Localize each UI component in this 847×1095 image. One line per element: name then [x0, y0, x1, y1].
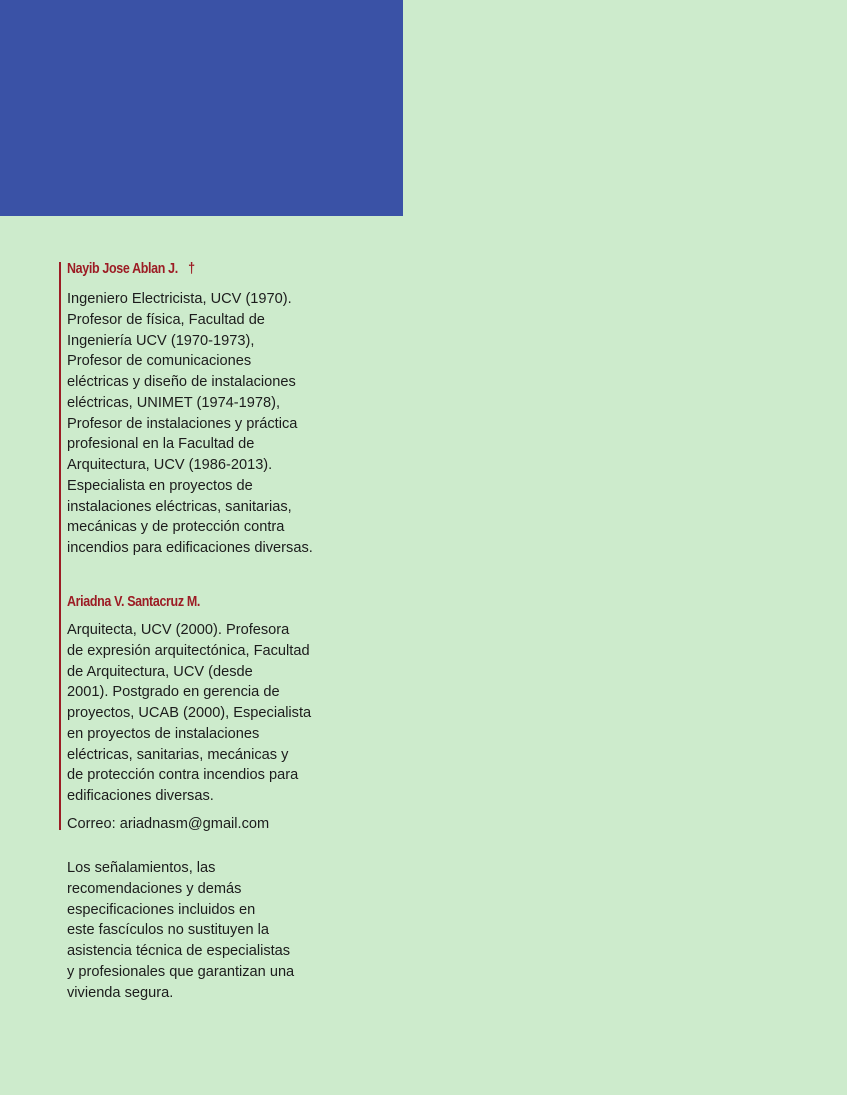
bio-line: incendios para edificaciones diversas. [67, 540, 313, 556]
bio-line: Arquitecta, UCV (2000). Profesora [67, 622, 290, 638]
bio-line: Profesor de física, Facultad de [67, 311, 265, 328]
deceased-cross-icon: † [188, 261, 195, 277]
disclaimer-line: este fascículos no sustituyen la [67, 922, 269, 939]
bio-line: Profesor de instalaciones y práctica [67, 415, 298, 432]
bio-line: mecánicas y de protección contra [67, 519, 285, 536]
disclaimer-line: asistencia técnica de especialistas [67, 943, 291, 959]
disclaimer-line: especificaciones incluidos en [67, 901, 256, 918]
author-name-ariadna: Ariadna V. Santacruz M. [67, 594, 201, 610]
header-color-block [0, 0, 403, 216]
bio-line: de protección contra incendios para [67, 767, 299, 784]
author-name-nayib [67, 261, 195, 277]
disclaimer-line: y profesionales que garantizan una [67, 963, 295, 980]
bio-line: Especialista en proyectos de [67, 477, 253, 494]
bio-line: 2001). Postgrado en gerencia de [67, 684, 280, 701]
bio-line: Ingeniería UCV (1970-1973), [67, 332, 255, 349]
disclaimer-line: Los señalamientos, las [67, 860, 216, 876]
bio-line: eléctricas, UNIMET (1974-1978), [67, 394, 281, 411]
author-bio-nayib [67, 289, 313, 559]
disclaimer-line: vivienda segura. [67, 984, 174, 1001]
bio-line: eléctricas, sanitarias, mecánicas y [67, 746, 289, 763]
bio-line: profesional en la Facultad de [67, 436, 255, 453]
bio-line: Arquitectura, UCV (1986-2013). [67, 457, 273, 473]
author-name-text: Nayib Jose Ablan J. [67, 261, 178, 277]
disclaimer-line: recomendaciones y demás [67, 880, 242, 897]
author-bio-ariadna [67, 620, 311, 807]
bio-line: Ingeniero Electricista, UCV (1970). [67, 291, 292, 307]
bio-line: proyectos, UCAB (2000), Especialista [67, 705, 312, 721]
bio-line: de expresión arquitectónica, Facultad [67, 642, 310, 659]
author-accent-rule [59, 262, 61, 830]
author-email-ariadna: Correo: ariadnasm@gmail.com [67, 816, 270, 832]
disclaimer-text [67, 858, 294, 1003]
bio-line: Profesor de comunicaciones [67, 353, 252, 370]
bio-line: en proyectos de instalaciones [67, 725, 260, 742]
bio-line: edificaciones diversas. [67, 788, 214, 804]
bio-line: instalaciones eléctricas, sanitarias, [67, 498, 292, 515]
bio-line: de Arquitectura, UCV (desde [67, 663, 253, 680]
bio-line: eléctricas y diseño de instalaciones [67, 374, 296, 390]
